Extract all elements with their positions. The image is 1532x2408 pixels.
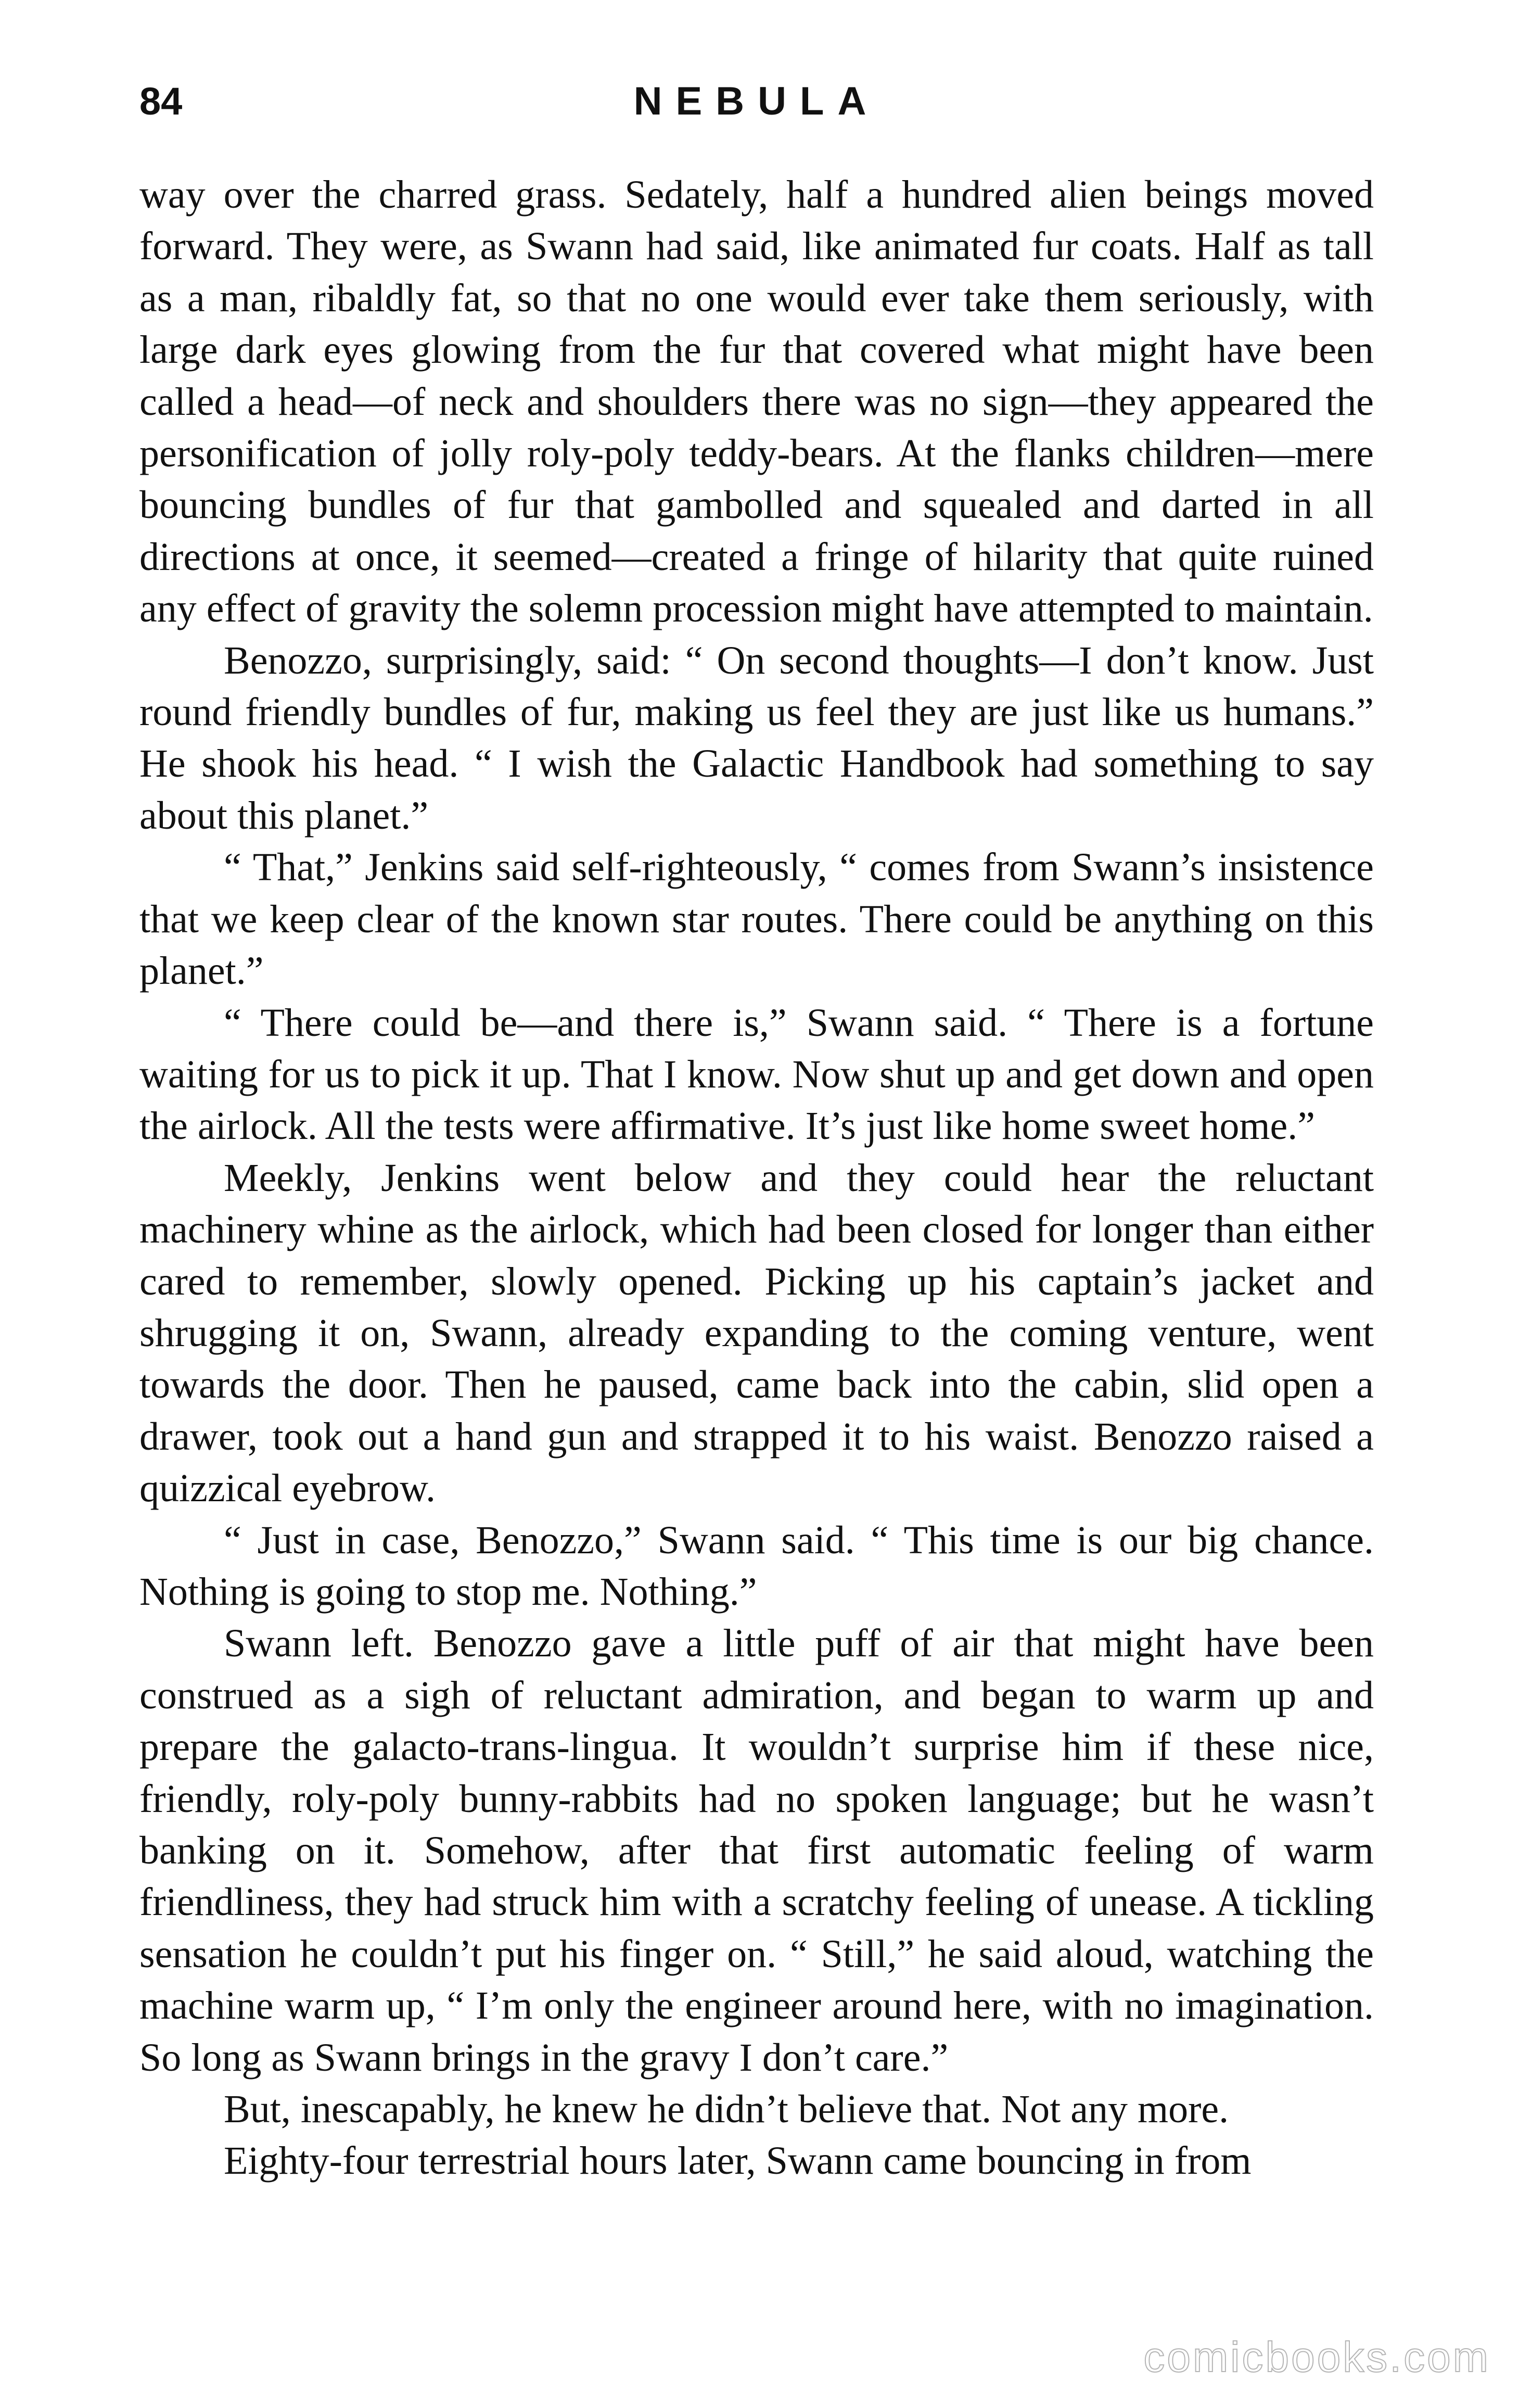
paragraph: way over the charred grass. Sedately, half a hundred alien beings moved forward. They were, as Swann had said, like animated fur coats. Half as tall as a man, ribaldly fat, so that no one would ever take them seriously, with large dark eyes glowing from the fur that covered what might have been called a head—of neck and shoulders there was no sign—they appeared the personification of jolly roly-poly teddy-bears. At the flanks children—mere bouncing bundles of fur that gambolled and squealed and darted in all directions at once, it seemed—created a fringe of hilarity that quite ruined any effect of gravity the solemn procession might have attempted to maintain.	[139, 173, 1374, 631]
paragraph: “ Just in case, Benozzo,” Swann said. “ This time is our big chance. Nothing is going to stop me. Nothing.”	[139, 1518, 1374, 1614]
page-header	[139, 73, 1374, 130]
paragraph: Eighty-four terrestrial hours later, Swann came bouncing in from	[224, 2139, 1252, 2183]
paragraph: But, inescapably, he knew he didn’t believe that. Not any more.	[224, 2087, 1229, 2132]
body-text	[139, 169, 1374, 2187]
paragraph: Benozzo, surprisingly, said: “ On second thoughts—I don’t know. Just round friendly bundles of fur, making us feel they are just like us humans.” He shook his head. “ I wish the Galactic Handbook had something to say about this planet.”	[139, 638, 1374, 838]
watermark: comicbooks.com	[1143, 2334, 1490, 2381]
paragraph: “ There could be—and there is,” Swann said. “ There is a fortune waiting for us to pick it up. That I know. Now shut up and get down and open the airlock. All the tests were affirmative. It’s just like home sweet home.”	[139, 1000, 1374, 1148]
paragraph: Meekly, Jenkins went below and they could hear the reluctant machinery whine as the airlock, which had been closed for longer than either cared to remember, slowly opened. Picking up his captain’s jacket and shrugging it on, Swann, already expanding to the coming venture, went towards the door. Then he paused, came back into the cabin, slid open a drawer, took out a hand gun and strapped it to his waist. Benozzo raised a quizzical eyebrow.	[139, 1156, 1374, 1511]
paragraph: Swann left. Benozzo gave a little puff of air that might have been construed as a sigh of reluctant admiration, and began to warm up and prepare the galacto-trans-lingua. It wouldn’t surprise him if these nice, friendly, roly-poly bunny-rabbits had no spoken language; but he wasn’t banking on it. Somehow, after that first automatic feeling of warm friendliness, they had struck him with a scratchy feeling of unease. A tickling sensation he couldn’t put his finger on. “ Still,” he said aloud, watching the machine warm up, “ I’m only the engineer around here, with no imagination. So long as Swann brings in the gravy I don’t care.”	[139, 1621, 1374, 2080]
paragraph: “ That,” Jenkins said self-righteously, “ comes from Swann’s insistence that we keep clear of the known star routes. There could be anything on this planet.”	[139, 845, 1374, 993]
running-head: NEBULA	[633, 79, 880, 123]
page-number: 84	[139, 80, 183, 123]
